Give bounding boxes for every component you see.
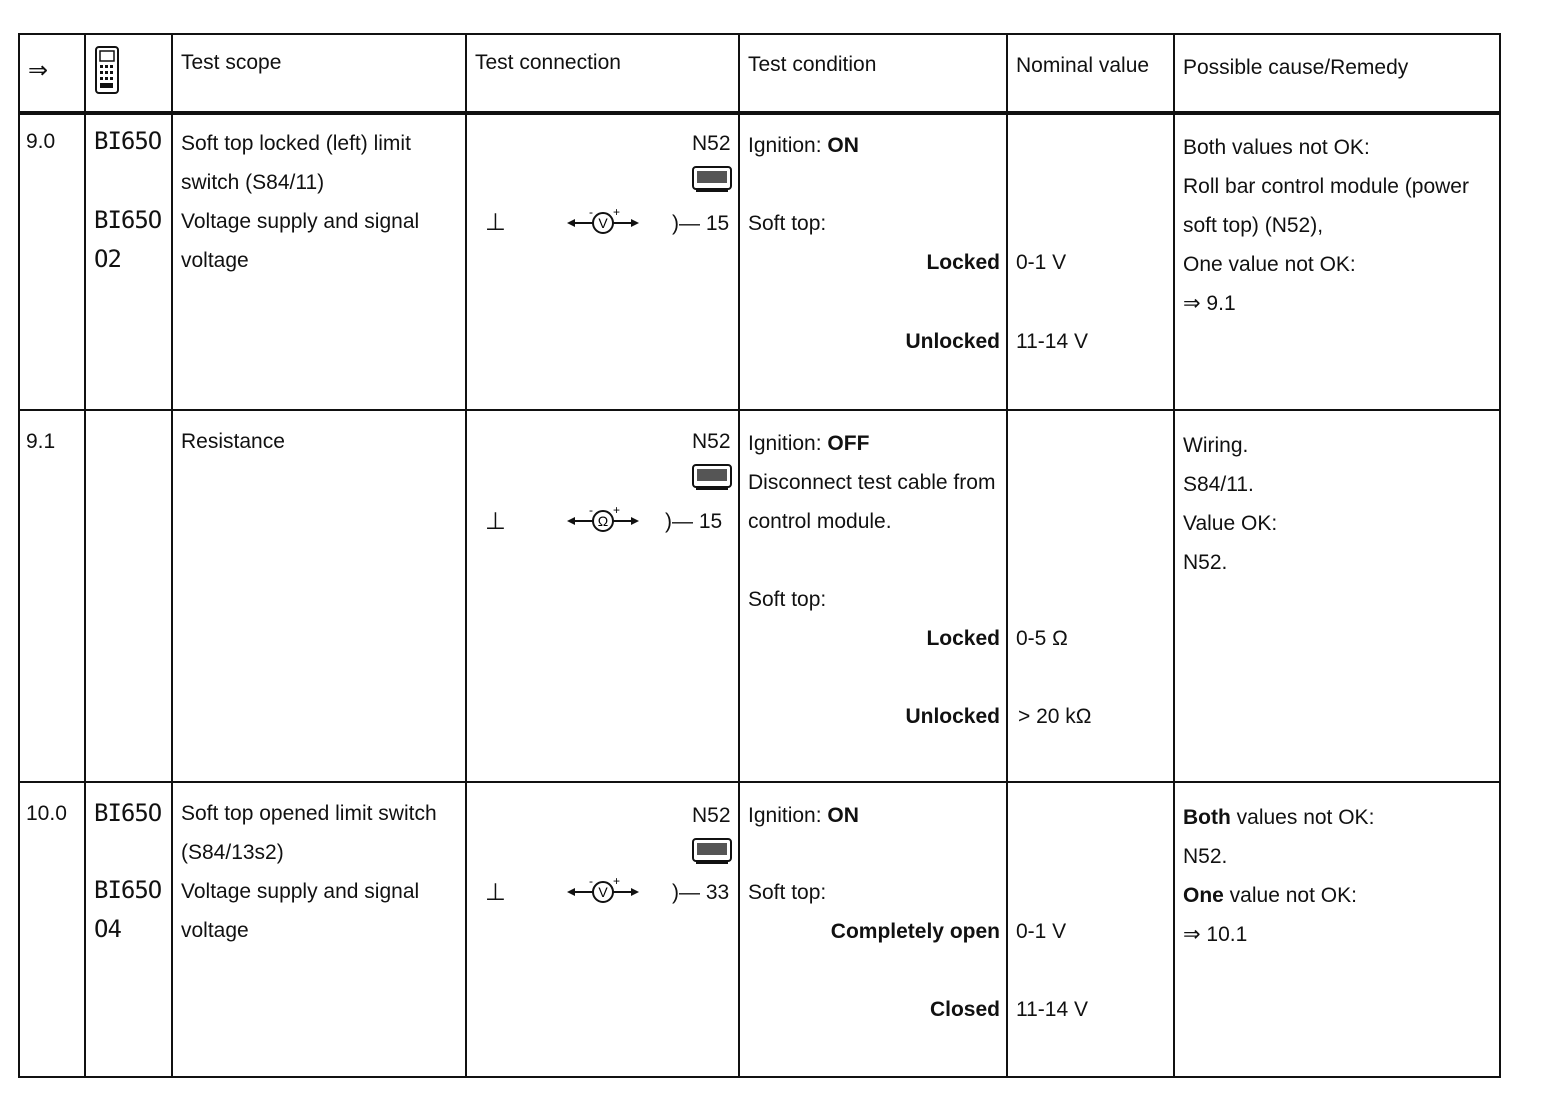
remedy-line: ⇒ 9.1 (1183, 292, 1236, 315)
fault-code-suffix: O4 (94, 915, 121, 943)
module-label: N52 (692, 430, 731, 453)
scope-line: voltage (181, 919, 249, 942)
condition-line: Disconnect test cable from (748, 471, 996, 494)
ignition-line: Ignition: ON (748, 804, 859, 827)
scope-line: Soft top locked (left) limit (181, 132, 411, 155)
header-test-connection: Test connection (475, 51, 621, 74)
state-label: Unlocked (905, 705, 1000, 728)
ohmmeter-icon (565, 505, 641, 550)
row-divider (20, 781, 1499, 783)
voltmeter-icon (565, 207, 641, 252)
nominal-value: 11-14 V (1016, 998, 1088, 1021)
condition-line: control module. (748, 510, 892, 533)
header-cause-remedy: Possible cause/Remedy (1183, 56, 1409, 79)
column-divider (738, 35, 740, 1076)
column-divider (171, 35, 173, 1076)
header-test-condition: Test condition (748, 53, 877, 76)
svg-text:-: - (589, 207, 593, 219)
remedy-line: soft top) (N52), (1183, 214, 1324, 237)
step-number: 10.0 (26, 802, 67, 825)
step-number: 9.1 (26, 430, 56, 453)
column-divider (1173, 35, 1175, 1076)
soft-top-label: Soft top: (748, 588, 827, 611)
state-label: Completely open (830, 920, 1000, 943)
scope-line: Voltage supply and signal (181, 210, 420, 233)
nominal-value: 11-14 V (1016, 330, 1088, 353)
state-label: Locked (926, 627, 1000, 650)
step-number: 9.0 (26, 130, 56, 153)
voltmeter-icon (565, 876, 641, 921)
soft-top-label: Soft top: (748, 212, 827, 235)
remedy-line: Value OK: (1183, 512, 1278, 535)
header-nominal-value: Nominal value (1016, 54, 1150, 77)
remedy-line: One value not OK: (1183, 884, 1357, 907)
scope-line: Resistance (181, 430, 285, 453)
row-divider (20, 409, 1499, 411)
control-module-icon (692, 837, 732, 878)
header-test-scope: Test scope (181, 51, 282, 74)
module-label: N52 (692, 804, 731, 827)
scope-line: Voltage supply and signal (181, 880, 420, 903)
soft-top-label: Soft top: (748, 881, 827, 904)
remedy-line: ⇒ 10.1 (1183, 923, 1248, 946)
remedy-line: N52. (1183, 845, 1228, 868)
header-arrow: ⇒ (28, 57, 49, 84)
meter-symbol: V (598, 215, 608, 231)
svg-text:+: + (613, 876, 621, 888)
fault-code: BI65O (94, 206, 162, 234)
nominal-value: 0-1 V (1016, 251, 1067, 274)
fault-code: BI65O (94, 876, 162, 904)
module-label: N52 (692, 132, 731, 155)
fault-code: BI65O (94, 127, 162, 155)
meter-symbol: V (598, 884, 608, 900)
ignition-line: Ignition: OFF (748, 432, 870, 455)
pin-label: )— 33 (672, 881, 730, 904)
column-divider (1006, 35, 1008, 1076)
remedy-line: Both values not OK: (1183, 806, 1375, 829)
svg-text:+: + (613, 207, 621, 219)
svg-text:-: - (589, 505, 593, 517)
state-label: Closed (929, 998, 1000, 1021)
pin-label: )— 15 (665, 510, 723, 533)
scope-line: Soft top opened limit switch (181, 802, 437, 825)
control-module-icon (692, 463, 732, 504)
nominal-value: > 20 kΩ (1018, 705, 1092, 728)
ground-symbol: ⊥ (485, 209, 506, 236)
ground-symbol: ⊥ (485, 879, 506, 906)
remedy-line: Roll bar control module (power (1183, 175, 1469, 198)
test-table (18, 33, 1501, 1078)
remedy-line: One value not OK: (1183, 253, 1356, 276)
svg-text:+: + (613, 505, 621, 517)
fault-code: BI65O (94, 799, 162, 827)
handheld-tester-icon (94, 45, 120, 108)
fault-code-suffix: O2 (94, 245, 121, 273)
remedy-line: S84/11. (1183, 473, 1254, 496)
ignition-line: Ignition: ON (748, 134, 859, 157)
nominal-value: 0-1 V (1016, 920, 1067, 943)
remedy-line: N52. (1183, 551, 1228, 574)
meter-symbol: Ω (597, 513, 609, 529)
state-label: Unlocked (905, 330, 1000, 353)
remedy-line: Both values not OK: (1183, 136, 1370, 159)
pin-label: )— 15 (672, 212, 730, 235)
column-divider (84, 35, 86, 1076)
scope-line: (S84/13s2) (181, 841, 284, 864)
scope-line: voltage (181, 249, 249, 272)
nominal-value: 0-5 Ω (1016, 627, 1068, 650)
state-label: Locked (926, 251, 1000, 274)
svg-text:-: - (589, 876, 593, 888)
scope-line: switch (S84/11) (181, 171, 325, 194)
column-divider (465, 35, 467, 1076)
remedy-line: Wiring. (1183, 434, 1249, 457)
control-module-icon (692, 165, 732, 206)
ground-symbol: ⊥ (485, 508, 506, 535)
header-divider (20, 111, 1499, 115)
